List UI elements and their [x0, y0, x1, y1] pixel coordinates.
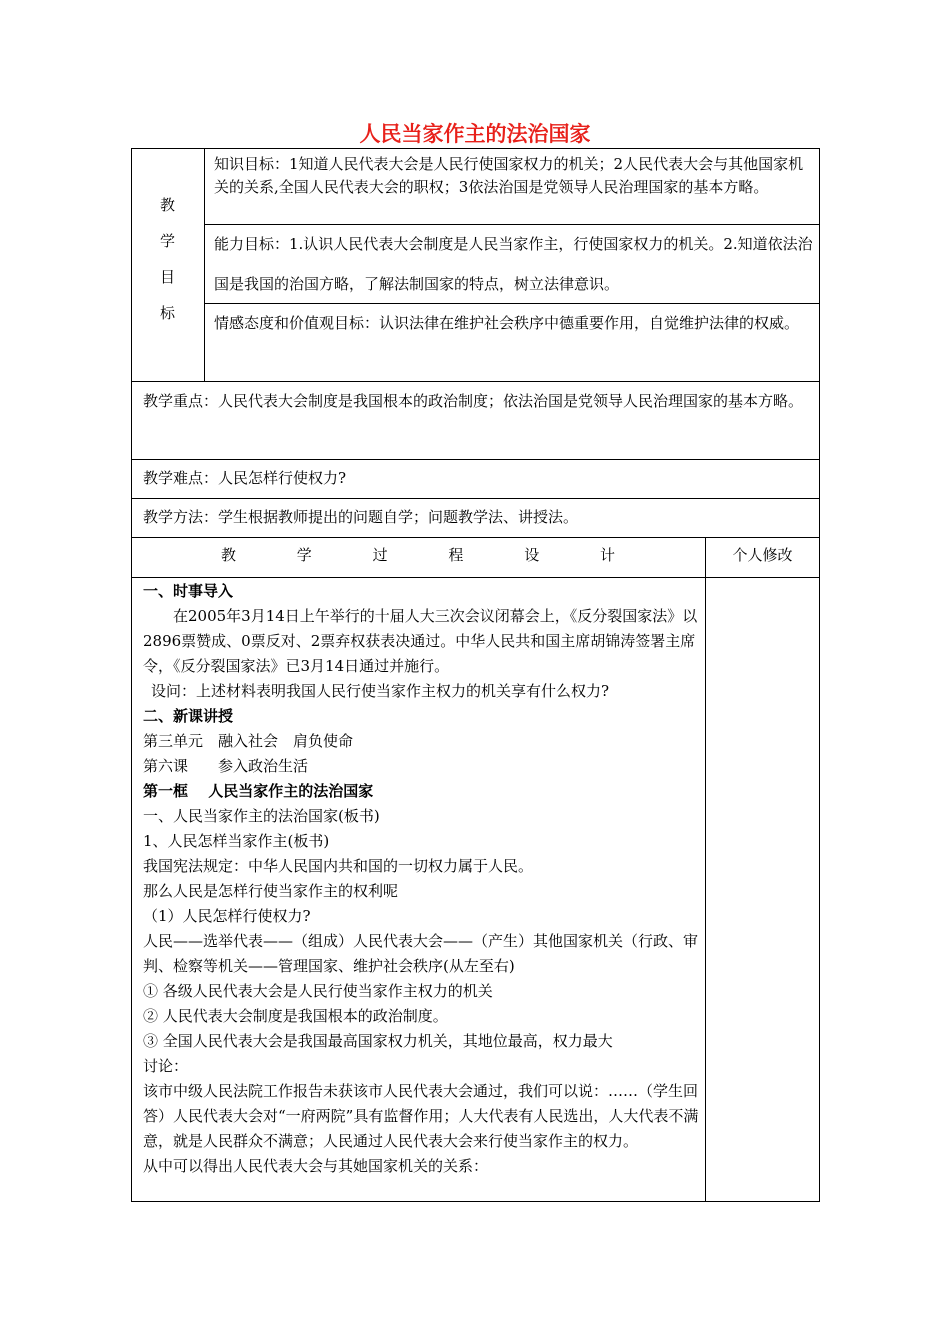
lesson-line: 第六课 参入政治生活: [143, 757, 309, 775]
list-item: 那么人民是怎样行使当家作主的权利呢: [143, 882, 399, 900]
list-item: 讨论：: [143, 1057, 189, 1075]
list-item: ③ 全国人民代表大会是我国最高国家权力机关，其地位最高，权力最大: [143, 1032, 613, 1050]
section-heading: 二、新课讲授: [143, 707, 234, 725]
goals-label-char: 学: [159, 232, 175, 250]
paragraph: 在2005年3月14日上午举行的十届人大三次会议闭幕会上，《反分裂国家法》以2896票赞成、0票反对、2票弃权获表决通过。中华人民共和国主席胡锦涛签署主席令，《反分裂国家法》已3月14日通过并施行。: [143, 607, 698, 675]
goals-label: [131, 194, 204, 338]
key-points: 教学重点：人民代表大会制度是我国根本的政治制度；依法治国是党领导人民治理国家的基本方略。: [143, 392, 804, 410]
goals-label-char: 目: [159, 268, 175, 286]
process-divider-vertical: [705, 537, 706, 1202]
knowledge-goal: 知识目标：1知道人民代表大会是人民行使国家权力的机关；2人民代表大会与其他国家机关的关系,全国人民代表大会的职权；3依法治国是党领导人民治理国家的基本方略。: [214, 155, 804, 196]
list-item: 我国宪法规定：中华人民国内共和国的一切权力属于人民。: [143, 857, 534, 875]
row-divider-5: [131, 577, 820, 578]
paragraph: 设问：上述材料表明我国人民行使当家作主权力的机关享有什么权力?: [151, 682, 610, 700]
list-item: （1）人民怎样行使权力?: [143, 907, 311, 925]
goals-label-char: 标: [159, 304, 175, 322]
page-title: 人民当家作主的法治国家: [359, 122, 591, 146]
process-header-char: 过: [372, 546, 388, 564]
list-item: 一、人民当家作主的法治国家(板书): [143, 807, 380, 825]
table-border-right: [819, 148, 820, 1202]
list-item: ② 人民代表大会制度是我国根本的政治制度。: [143, 1007, 448, 1025]
ability-goal: 能力目标：1.认识人民代表大会制度是人民当家作主，行使国家权力的机关。2.知道依法治国是我国的治国方略，了解法制国家的特点，树立法律意识。: [214, 235, 813, 293]
difficulty: 教学难点：人民怎样行使权力?: [143, 469, 347, 487]
list-item: 人民——选举代表——（组成）人民代表大会——（产生）其他国家机关（行政、审判、检察等机关——管理国家、维护社会秩序(从左至右): [143, 932, 699, 975]
unit-line: 第三单元 融入社会 肩负使命: [143, 732, 354, 750]
list-item: 该市中级人民法院工作报告未获该市人民代表大会通过，我们可以说：……（学生回答）人民代表大会对“一府两院”具有监督作用；人大代表有人民选出，人大代表不满意，就是人民群众不满意；人民通过人民代表大会来行使当家作主的权力。: [143, 1082, 699, 1150]
process-header-char: 教: [221, 546, 237, 564]
emotion-goal: 情感态度和价值观目标：认识法律在维护社会秩序中德重要作用，自觉维护法律的权威。: [214, 314, 800, 332]
goals-label-char: 教: [159, 196, 175, 214]
process-header-char: 设: [524, 546, 540, 564]
personal-header: 个人修改: [732, 546, 793, 564]
process-header-char: 计: [599, 546, 615, 564]
list-item: ① 各级人民代表大会是人民行使当家作主权力的机关: [143, 982, 493, 1000]
section-heading: 一、时事导入: [143, 582, 234, 600]
method: 教学方法：学生根据教师提出的问题自学；问题教学法、讲授法。: [143, 508, 579, 526]
process-header-char: 学: [296, 546, 312, 564]
process-header: [131, 537, 705, 577]
frame-line: 第一框 人民当家作主的法治国家: [143, 782, 374, 800]
list-item: 1、人民怎样当家作主(板书): [143, 832, 330, 850]
process-header-char: 程: [448, 546, 464, 564]
table-border-bottom: [131, 1201, 820, 1202]
process-body: [143, 579, 701, 1179]
list-item: 从中可以得出人民代表大会与其她国家机关的关系：: [143, 1157, 489, 1175]
